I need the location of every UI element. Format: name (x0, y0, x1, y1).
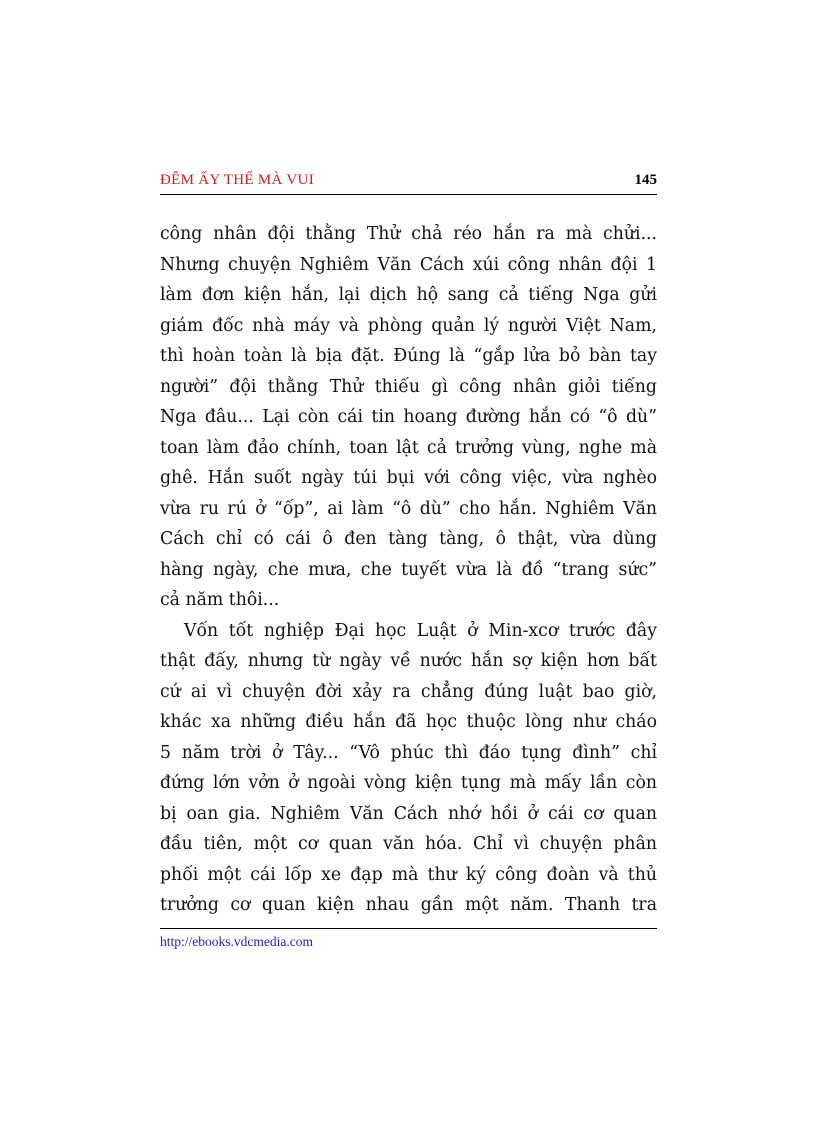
text-line: ghê. Hắn suốt ngày túi bụi với công việc, vừa nghèo (160, 468, 657, 488)
body-text (160, 219, 657, 921)
text-line: công nhân đội thằng Thử chả réo hắn ra mà chửi... (160, 224, 657, 244)
footer-divider (160, 928, 657, 929)
text-line: Nhưng chuyện Nghiêm Văn Cách xúi công nhân đội 1 (160, 254, 657, 275)
text-line: Nga đâu... Lại còn cái tin hoang đường hắn có “ô dù” (160, 407, 657, 427)
text-line: cứ ai vì chuyện đời xảy ra chẳng đúng luật bao giờ, (160, 681, 657, 702)
chapter-title: ĐÊM ẤY THẾ MÀ VUI (160, 172, 314, 188)
footer-url-link[interactable]: http://ebooks.vdcmedia.com (160, 934, 313, 949)
text-line: khác xa những điều hắn đã học thuộc lòng như cháo (160, 712, 657, 732)
text-line: thật đấy, nhưng từ ngày về nước hắn sợ kiện hơn bất (160, 651, 657, 671)
text-line: bị oan gia. Nghiêm Văn Cách nhớ hồi ở cái cơ quan (160, 803, 657, 824)
text-line: đầu tiên, một cơ quan văn hóa. Chỉ vì chuyện phân (160, 834, 657, 854)
running-header (160, 170, 657, 195)
text-line: làm đơn kiện hắn, lại dịch hộ sang cả tiếng Nga gửi (160, 285, 657, 305)
text-line: thì hoàn toàn là bịa đặt. Đúng là “gắp lửa bỏ bàn tay (160, 346, 657, 366)
text-line: đứng lớn vởn ở ngoài vòng kiện tụng mà mấy lần còn (160, 773, 657, 793)
text-line: trưởng cơ quan kiện nhau gần một năm. Thanh tra (160, 895, 657, 915)
text-line: vừa ru rú ở “ốp”, ai làm “ô dù” cho hắn. Nghiêm Văn (160, 498, 657, 519)
text-line: toan làm đảo chính, toan lật cả trưởng vùng, nghe mà (160, 437, 657, 458)
text-line: giám đốc nhà máy và phòng quản lý người Việt Nam, (160, 315, 657, 336)
text-line: phối một cái lốp xe đạp mà thư ký công đoàn và thủ (160, 864, 657, 885)
text-line: cả năm thôi... (160, 590, 280, 610)
text-line: hàng ngày, che mưa, che tuyết vừa là đồ “trang sức” (160, 559, 657, 580)
text-line: 5 năm trời ở Tây... “Vô phúc thì đáo tụng đình” chỉ (160, 742, 657, 763)
text-line: Vốn tốt nghiệp Đại học Luật ở Min-xcơ trước đây (184, 620, 657, 641)
text-line: Cách chỉ có cái ô đen tàng tàng, ô thật, vừa dùng (160, 529, 657, 549)
text-line: người” đội thằng Thử thiếu gì công nhân giỏi tiếng (160, 376, 657, 397)
page-number: 145 (634, 172, 657, 188)
